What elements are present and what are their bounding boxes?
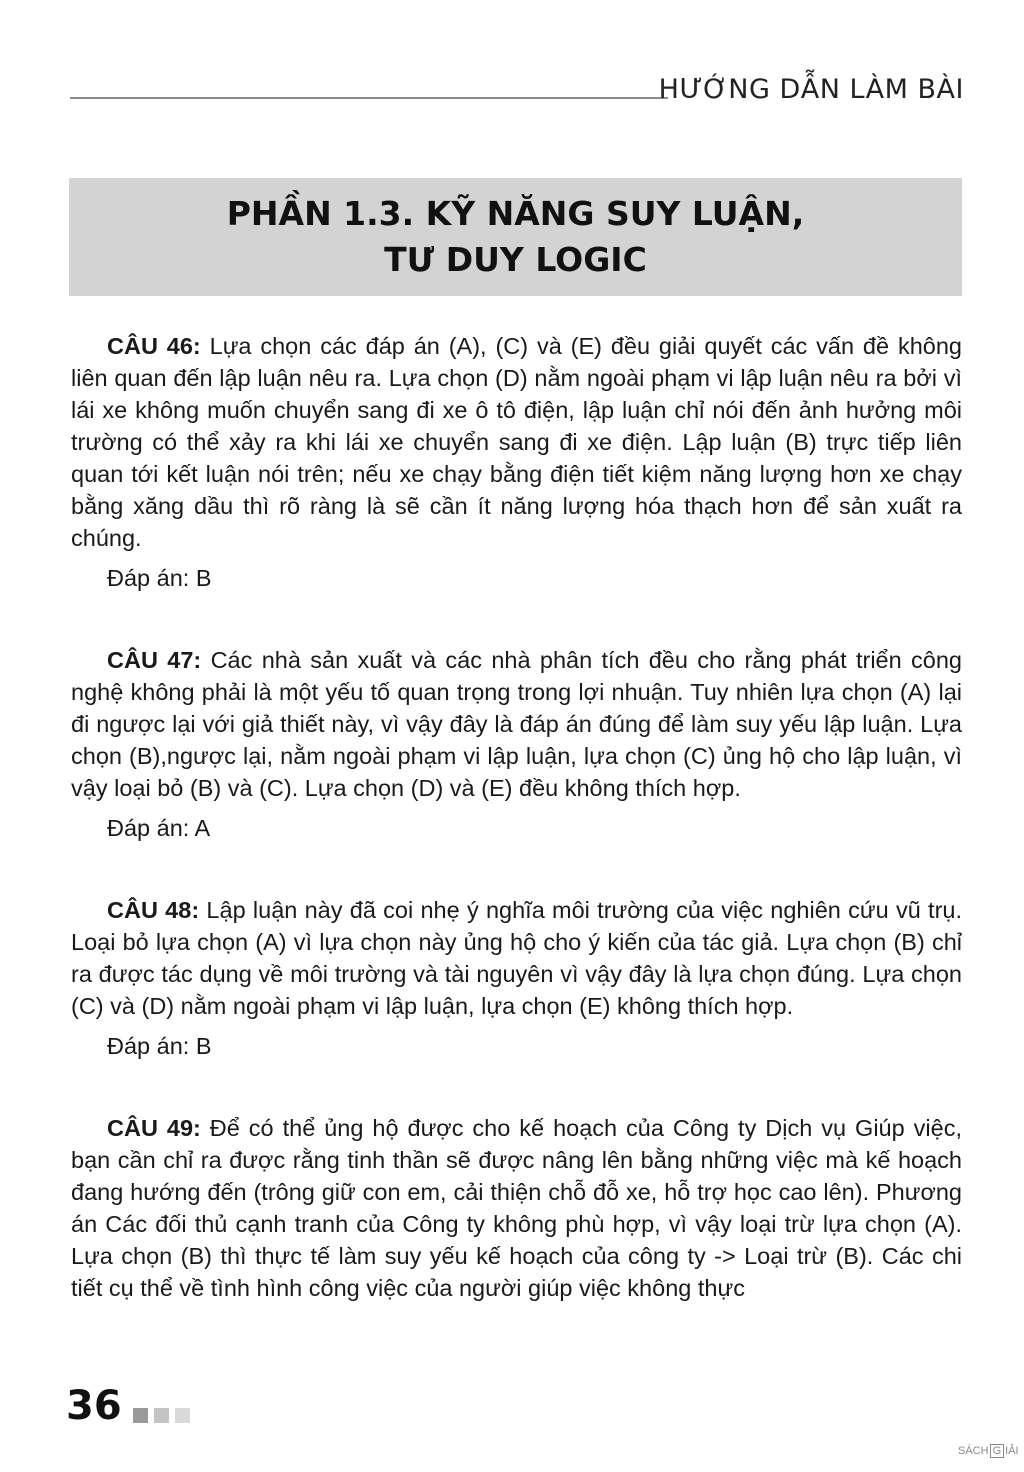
decor-square bbox=[154, 1408, 169, 1423]
watermark-text-right: IẢI bbox=[1005, 1445, 1019, 1457]
watermark-logo-box: G bbox=[990, 1444, 1005, 1458]
running-header: HƯỚNG DẪN LÀM BÀI bbox=[658, 74, 964, 105]
question-label: CÂU 47: bbox=[107, 647, 202, 673]
header-rule bbox=[70, 97, 668, 99]
question-47 bbox=[71, 644, 962, 844]
section-banner bbox=[69, 178, 962, 296]
question-48 bbox=[71, 894, 962, 1062]
page-content bbox=[71, 330, 962, 1304]
answer-line: Đáp án: A bbox=[107, 815, 211, 841]
answer-line: Đáp án: B bbox=[107, 1033, 212, 1059]
question-body bbox=[71, 644, 962, 804]
answer-line: Đáp án: B bbox=[107, 565, 212, 591]
page-number-decoration bbox=[133, 1408, 190, 1423]
question-text: Lập luận này đã coi nhẹ ý nghĩa môi trường của việc nghiên cứu vũ trụ. Loại bỏ lựa chọn (A) vì lựa chọn này ủng hộ cho ý kiến của tác giả. Lựa chọn (B) chỉ ra được tác dụng về môi trường và tài nguyên vì vậy đây là lựa chọn đúng. Lựa chọn (C) và (D) nằm ngoài phạm vi lập luận, lựa chọn (E) không thích hợp. bbox=[71, 897, 962, 1019]
question-text: Các nhà sản xuất và các nhà phân tích đều cho rằng phát triển công nghệ không phải là một yếu tố quan trọng trong lợi nhuận. Tuy nhiên lựa chọn (A) lại đi ngược lại với giả thiết này, vì vậy đây là đáp án đúng để làm suy yếu lập luận. Lựa chọn (B),ngược lại, nằm ngoài phạm vi lập luận, lựa chọn (C) ủng hộ cho lập luận, vì vậy loại bỏ (B) và (C). Lựa chọn (D) và (E) đều không thích hợp. bbox=[71, 647, 962, 801]
question-text: Để có thể ủng hộ được cho kế hoạch của Công ty Dịch vụ Giúp việc, bạn cần chỉ ra được rằng tinh thần sẽ được nâng lên bằng những việc mà kế hoạch đang hướng đến (trông giữ con em, cải thiện chỗ đỗ xe, hỗ trợ học cao lên). Phương án Các đối thủ cạnh tranh của Công ty không phù hợp, vì vậy loại trừ lựa chọn (A). Lựa chọn (B) thì thực tế làm suy yếu kế hoạch của công ty -> Loại trừ (B). Các chi tiết cụ thể về tình hình công việc của người giúp việc không thực bbox=[71, 1115, 962, 1301]
section-title-line2: TƯ DUY LOGIC bbox=[384, 240, 647, 279]
watermark-text-left: SÁCH bbox=[958, 1445, 989, 1457]
decor-square bbox=[133, 1408, 148, 1423]
question-body bbox=[71, 894, 962, 1022]
question-label: CÂU 48: bbox=[107, 897, 200, 923]
question-text: Lựa chọn các đáp án (A), (C) và (E) đều giải quyết các vấn đề không liên quan đến lập luận nêu ra. Lựa chọn (D) nằm ngoài phạm vi lập luận nêu ra bởi vì lái xe không muốn chuyển sang đi xe ô tô điện, lập luận chỉ nói đến ảnh hưởng môi trường có thể xảy ra khi lái xe chuyển sang đi xe điện. Lập luận (B) trực tiếp liên quan tới kết luận nói trên; nếu xe chạy bằng điện tiết kiệm năng lượng hơn xe chạy bằng xăng dầu thì rõ ràng là sẽ cần ít năng lượng hóa thạch hơn để sản xuất ra chúng. bbox=[71, 333, 962, 551]
question-46 bbox=[71, 330, 962, 594]
publisher-watermark bbox=[958, 1444, 1019, 1458]
page-number: 36 bbox=[66, 1383, 122, 1429]
question-label: CÂU 49: bbox=[107, 1115, 201, 1141]
question-body bbox=[71, 330, 962, 554]
decor-square bbox=[175, 1408, 190, 1423]
question-body bbox=[71, 1112, 962, 1304]
section-title-line1: PHẦN 1.3. KỸ NĂNG SUY LUẬN, bbox=[226, 194, 805, 233]
question-label: CÂU 46: bbox=[107, 333, 201, 359]
question-49 bbox=[71, 1112, 962, 1304]
